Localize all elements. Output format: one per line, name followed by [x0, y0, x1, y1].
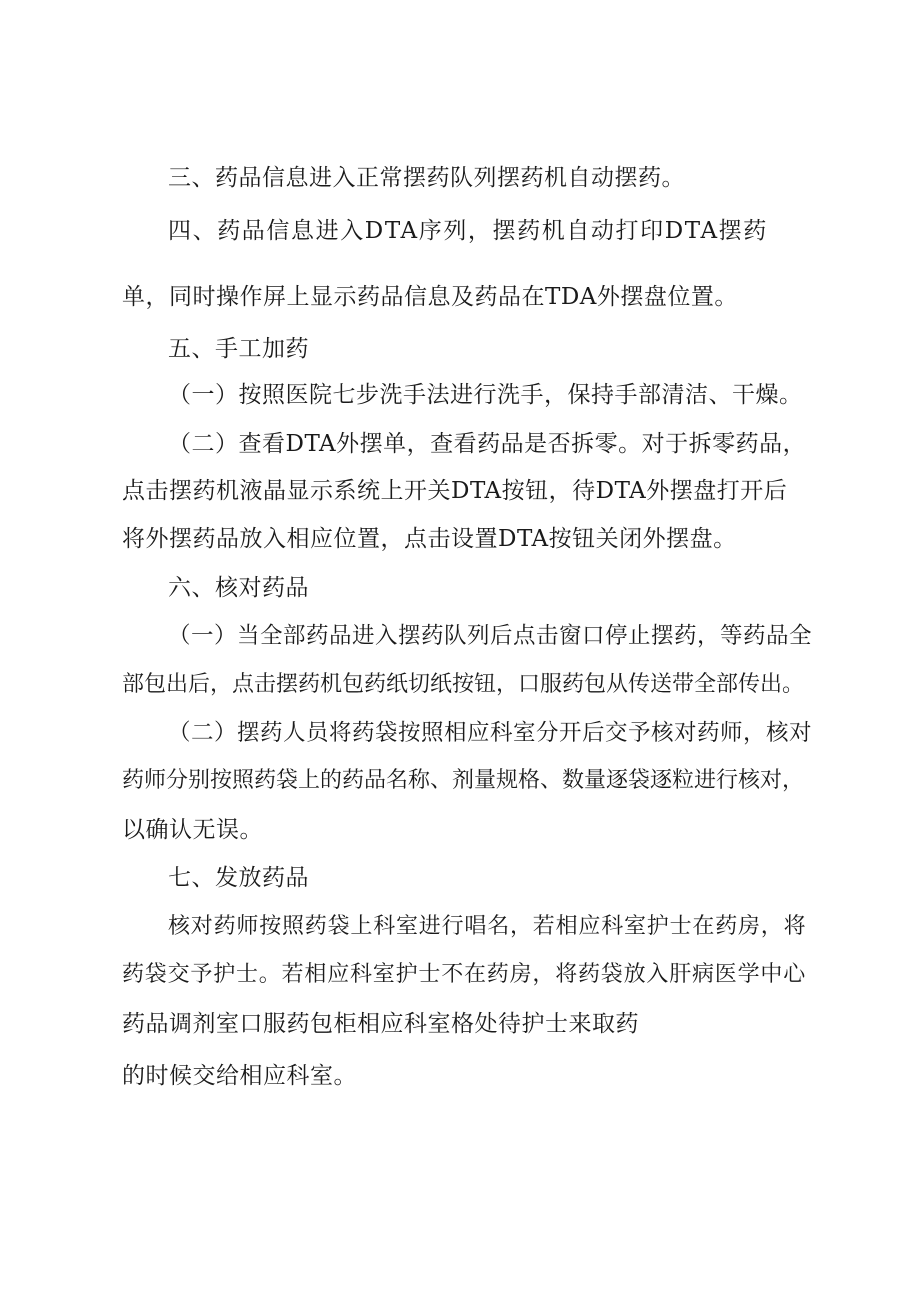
text-line: （二）摆药人员将药袋按照相应科室分开后交予核对药师，核对: [168, 720, 813, 746]
text-line: 核对药师按照药袋上科室进行唱名，若相应科室护士在药房，将: [168, 914, 807, 939]
section-heading: 五、手工加药: [168, 336, 309, 362]
text-line: 单，同时操作屏上显示药品信息及药品在TDA外摆盘位置。: [122, 284, 738, 310]
text-line: （二）查看DTA外摆单，查看药品是否拆零。对于拆零药品，: [168, 431, 807, 457]
text-line: 三、药品信息进入正常摆药队列摆药机自动摆药。: [168, 165, 685, 191]
text-line: （一）当全部药品进入摆药队列后点击窗口停止摆药，等药品全: [168, 623, 813, 649]
text-line: 以确认无误。: [122, 817, 263, 843]
text-line: 将外摆药品放入相应位置，点击设置DTA按钮关闭外摆盘。: [122, 526, 737, 552]
text-line: 药师分别按照药袋上的药品名称、剂量规格、数量逐袋逐粒进行核对，: [122, 768, 805, 793]
text-line: 四、药品信息进入DTA序列，摆药机自动打印DTA摆药: [168, 218, 768, 244]
section-heading: 七、发放药品: [168, 865, 309, 891]
text-line: （一）按照医院七步洗手法进行洗手，保持手部清洁、干燥。: [168, 382, 803, 408]
section-heading: 六、核对药品: [168, 575, 309, 601]
text-line: 药品调剂室口服药包柜相应科室格处待护士来取药: [122, 1011, 639, 1037]
text-line: 药袋交予护士。若相应科室护士不在药房，将药袋放入肝病医学中心: [122, 962, 807, 987]
text-line: 部包出后，点击摆药机包药纸切纸按钮，口服药包从传送带全部传出。: [122, 672, 805, 697]
text-line: 的时候交给相应科室。: [122, 1063, 357, 1089]
text-line: 点击摆药机液晶显示系统上开关DTA按钮，待DTA外摆盘打开后: [122, 478, 788, 504]
